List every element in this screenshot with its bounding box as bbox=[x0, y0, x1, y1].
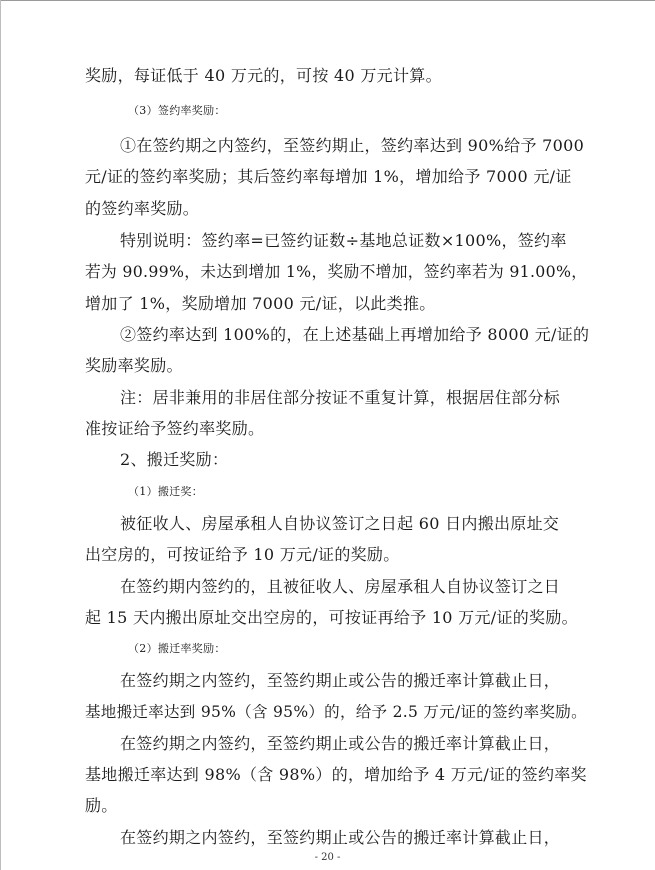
paragraph-line: 被征收人、房屋承租人自协议签订之日起 60 日内搬出原址交 bbox=[120, 514, 560, 533]
paragraph-line: 特别说明：签约率=已签约证数÷基地总证数×100%，签约率 bbox=[120, 231, 567, 250]
paragraph-line: 奖励率奖励。 bbox=[85, 356, 183, 375]
page-number: - 20 - bbox=[314, 852, 341, 863]
paragraph-line: 出空房的，可按证给予 10 万元/证的奖励。 bbox=[85, 545, 400, 564]
paragraph-line: 奖励，每证低于 40 万元的，可按 40 万元计算。 bbox=[85, 66, 442, 85]
paragraph-line: 注：居非兼用的非居住部分按证不重复计算，根据居住部分标 bbox=[120, 388, 561, 407]
page-top-border bbox=[0, 0, 655, 1]
paragraph-line: 在签约期之内签约，至签约期止或公告的搬迁率计算截止日， bbox=[120, 828, 561, 847]
paragraph-line: 起 15 天内搬出原址交出空房的，可按证再给予 10 万元/证的奖励。 bbox=[85, 608, 578, 627]
section-heading: （1）搬迁奖： bbox=[128, 485, 204, 498]
paragraph-line: 励。 bbox=[85, 796, 118, 815]
paragraph-line: ②签约率达到 100%的，在上述基础上再增加给予 8000 元/证的 bbox=[120, 325, 590, 344]
paragraph-line: 准按证给予签约率奖励。 bbox=[85, 419, 265, 438]
section-heading: （3）签约率奖励： bbox=[128, 104, 226, 117]
paragraph-line: 元/证的签约率奖励；其后签约率每增加 1%，增加给予 7000 元/证 bbox=[85, 167, 572, 186]
paragraph-line: 在签约期内签约的，且被征收人、房屋承租人自协议签订之日 bbox=[120, 577, 561, 596]
section-heading: （2）搬迁率奖励： bbox=[128, 642, 226, 655]
paragraph-line: 基地搬迁率达到 95%（含 95%）的，给予 2.5 万元/证的签约率奖励。 bbox=[85, 703, 587, 721]
paragraph-line: ①在签约期之内签约，至签约期止，签约率达到 90%给予 7000 bbox=[120, 136, 585, 155]
section-heading: 2、搬迁奖励： bbox=[120, 450, 229, 469]
paragraph-line: 基地搬迁率达到 98%（含 98%）的，增加给予 4 万元/证的签约率奖 bbox=[85, 765, 587, 784]
page-left-border bbox=[0, 0, 1, 870]
paragraph-line: 若为 90.99%，未达到增加 1%，奖励不增加，签约率若为 91.00%， bbox=[85, 262, 588, 281]
paragraph-line: 增加了 1%，奖励增加 7000 元/证，以此类推。 bbox=[85, 294, 436, 313]
paragraph-line: 的签约率奖励。 bbox=[85, 199, 200, 218]
paragraph-line: 在签约期之内签约，至签约期止或公告的搬迁率计算截止日， bbox=[120, 671, 561, 690]
paragraph-line: 在签约期之内签约，至签约期止或公告的搬迁率计算截止日， bbox=[120, 734, 561, 753]
